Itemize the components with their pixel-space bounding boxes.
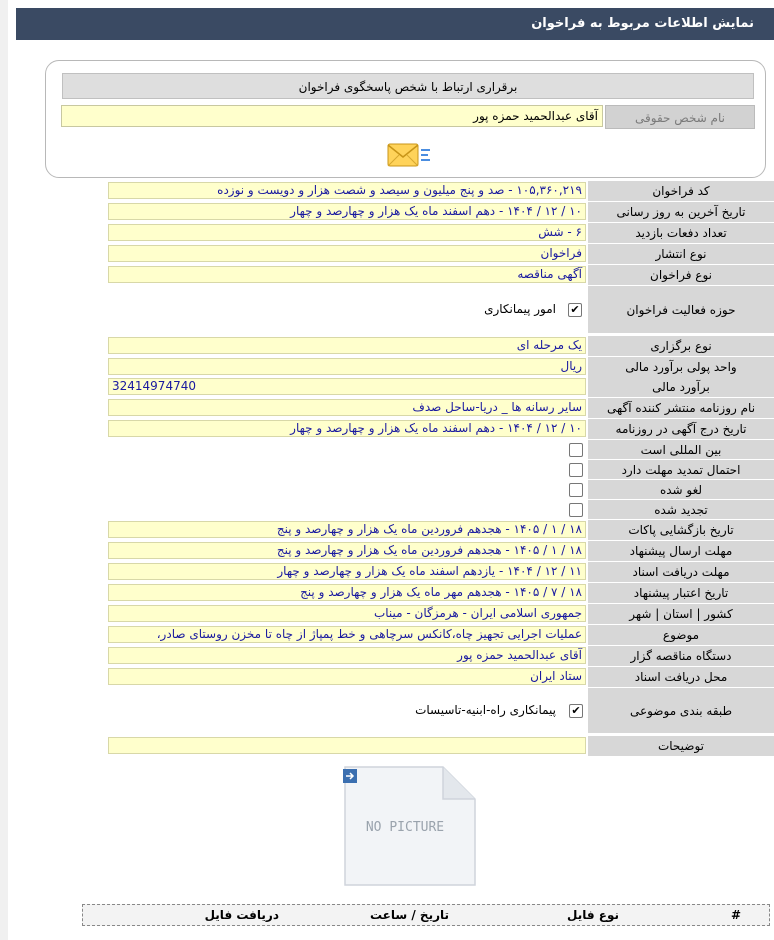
submit-deadline-value: ۱۸ / ۱ / ۱۴۰۵ - هجدهم فروردین ماه یک هزار و چهارصد و پنج [108,542,586,559]
contact-header: برقراری ارتباط با شخص پاسخگوی فراخوان [62,73,754,99]
row-activity [108,286,774,334]
subject-value: عملیات اجرایی تجهیز چاه،کانکس سرچاهی و خط پمپاژ از چاه تا مخزن روستای صادر، [108,626,586,643]
newspaper-label: نام روزنامه منتشر کننده آگهی [588,398,774,419]
submit-deadline-label: مهلت ارسال پیشنهاد [588,541,774,562]
page-title: نمایش اطلاعات مربوط به فراخوان [16,8,774,40]
docs-place-value: ستاد ایران [108,668,586,685]
row-international [108,440,774,460]
row-docs-deadline [108,562,774,583]
activity-label: حوزه فعالیت فراخوان [588,286,774,334]
row-newspaper [108,398,774,419]
row-opening [108,520,774,541]
legal-name-label: نام شخص حقوقی [605,105,755,129]
row-newspaper-date [108,419,774,440]
organizer-label: دستگاه مناقصه گزار [588,646,774,667]
row-visits [108,223,774,244]
no-picture-image [339,765,477,887]
location-label: کشور | استان | شهر [588,604,774,625]
canceled-checkbox[interactable] [569,483,583,497]
opening-value: ۱۸ / ۱ / ۱۴۰۵ - هجدهم فروردین ماه یک هزار و چهارصد و پنج [108,521,586,538]
organizer-value: آقای عبدالحمید حمزه پور [108,647,586,664]
estimate-label: برآورد مالی [588,377,774,398]
visits-value: ۶ - شش [108,224,586,241]
row-canceled [108,480,774,500]
validity-value: ۱۸ / ۷ / ۱۴۰۵ - هجدهم مهر ماه یک هزار و چهارصد و پنج [108,584,586,601]
row-call-type [108,265,774,286]
contact-box [45,60,766,178]
last-update-value: ۱۰ / ۱۲ / ۱۴۰۴ - دهم اسفند ماه یک هزار و چهارصد و چهار [108,203,586,220]
newspaper-date-label: تاریخ درج آگهی در روزنامه [588,419,774,440]
docs-deadline-value: ۱۱ / ۱۲ / ۱۴۰۴ - یازدهم اسفند ماه یک هزار و چهارصد و چهار [108,563,586,580]
visits-label: تعداد دفعات بازدید [588,223,774,244]
code-label: کد فراخوان [588,181,774,202]
activity-checkbox[interactable]: ✔ [568,303,582,317]
row-currency [108,357,774,378]
row-submit-deadline [108,541,774,562]
row-last-update [108,202,774,223]
hold-type-value: یک مرحله ای [108,337,586,354]
files-col-index: # [730,908,741,922]
estimate-value: 32414974740 [108,378,586,395]
row-location [108,604,774,625]
no-picture-text: NO PICTURE [365,820,445,835]
subject-label: موضوع [588,625,774,646]
row-organizer [108,646,774,667]
row-docs-place [108,667,774,688]
left-edge [0,0,8,940]
files-col-download: دریافت فایل [204,908,279,922]
files-col-type: نوع فایل [567,908,619,922]
canceled-label: لغو شده [588,480,774,500]
hold-type-label: نوع برگزاری [588,336,774,357]
renewed-checkbox[interactable] [569,503,583,517]
international-checkbox[interactable] [569,443,583,457]
call-type-label: نوع فراخوان [588,265,774,286]
category-checkbox[interactable]: ✔ [569,704,583,718]
call-type-value: آگهی مناقصه [108,266,586,283]
row-category [108,688,774,734]
publish-type-label: نوع انتشار [588,244,774,265]
currency-value: ریال [108,358,586,375]
row-notes [108,736,774,757]
docs-deadline-label: مهلت دریافت اسناد [588,562,774,583]
row-extension [108,460,774,480]
code-value: ۱۰۵,۳۶۰,۲۱۹ - صد و پنج میلیون و سیصد و شصت هزار و دویست و نوزده [108,182,586,199]
row-renewed [108,500,774,520]
files-table-header [82,904,770,926]
international-label: بین المللی است [588,440,774,460]
category-value: پیمانکاری راه-ابنیه-تاسیسات [415,703,556,717]
files-col-date: تاریخ / ساعت [369,908,449,922]
currency-label: واحد پولی برآورد مالی [588,357,774,378]
opening-label: تاریخ بازگشایی پاکات [588,520,774,541]
legal-name-value: آقای عبدالحمید حمزه پور [61,105,603,127]
row-validity [108,583,774,604]
row-code [108,181,774,202]
docs-place-label: محل دریافت اسناد [588,667,774,688]
extension-checkbox[interactable] [569,463,583,477]
location-value: جمهوری اسلامی ایران - هرمزگان - میناب [108,605,586,622]
row-estimate [108,377,774,398]
newspaper-date-value: ۱۰ / ۱۲ / ۱۴۰۴ - دهم اسفند ماه یک هزار و چهارصد و چهار [108,420,586,437]
row-publish-type [108,244,774,265]
renewed-label: تجدید شده [588,500,774,520]
newspaper-value: سایر رسانه ها _ دریا-ساحل صدف [108,399,586,416]
extension-label: احتمال تمدید مهلت دارد [588,460,774,480]
notes-value [108,737,586,754]
activity-value: امور پیمانکاری [484,302,556,316]
last-update-label: تاریخ آخرین به روز رسانی [588,202,774,223]
validity-label: تاریخ اعتبار پیشنهاد [588,583,774,604]
mail-icon[interactable] [386,139,432,171]
category-label: طبقه بندی موضوعی [588,688,774,734]
row-hold-type [108,336,774,357]
publish-type-value: فراخوان [108,245,586,262]
row-subject [108,625,774,646]
notes-label: توضیحات [588,736,774,757]
